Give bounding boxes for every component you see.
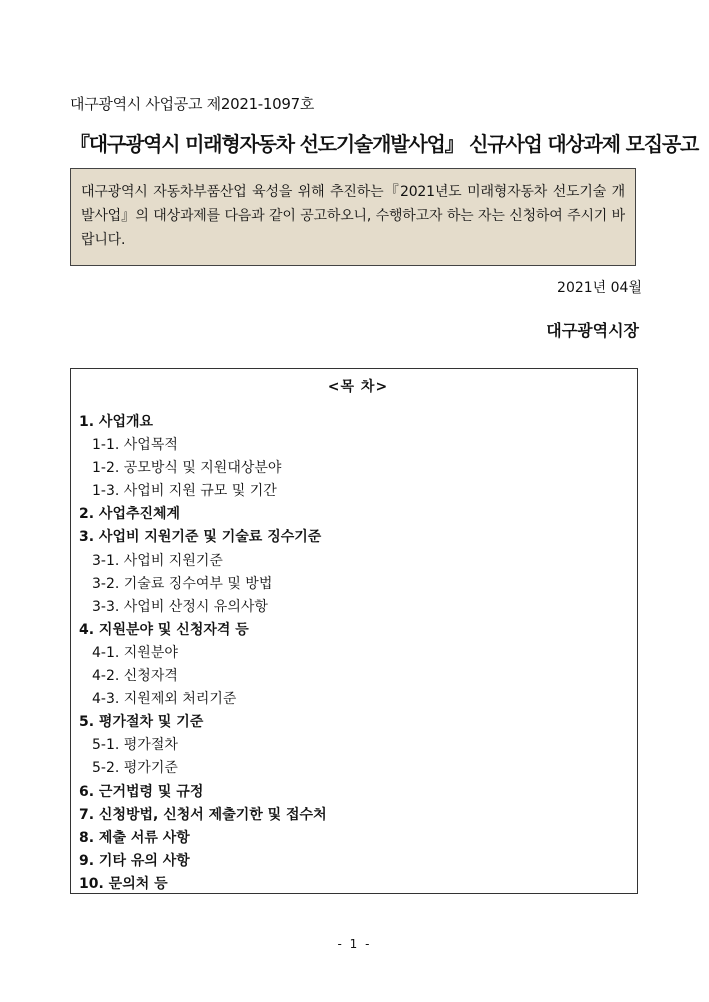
toc-item: 6. 근거법령 및 규정: [79, 783, 204, 800]
notice-number: 대구광역시 사업공고 제2021-1097호: [70, 95, 315, 113]
toc-item: 4-1. 지원분야: [92, 644, 178, 661]
toc-item: 9. 기타 유의 사항: [79, 852, 190, 869]
toc-item: 8. 제출 서류 사항: [79, 829, 190, 846]
toc-item: 3-1. 사업비 지원기준: [92, 552, 223, 569]
toc-item: 10. 문의처 등: [79, 875, 168, 892]
toc-item: 3. 사업비 지원기준 및 기술료 징수기준: [79, 529, 322, 546]
toc-heading: <목 차>: [327, 379, 389, 395]
table-of-contents: [70, 368, 638, 894]
toc-item: 4. 지원분야 및 신청자격 등: [79, 621, 249, 638]
toc-item: 5-2. 평가기준: [92, 760, 178, 777]
toc-item: 1-1. 사업목적: [92, 437, 178, 454]
toc-list: [79, 411, 637, 896]
summary-box: [70, 168, 636, 266]
announcement-date: 2021년 04월: [557, 280, 642, 296]
toc-item: 2. 사업추진체계: [79, 506, 181, 523]
toc-item: 1-3. 사업비 지원 규모 및 기간: [92, 483, 277, 500]
toc-item: 5-1. 평가절차: [92, 737, 178, 754]
summary-text: 대구광역시 자동차부품산업 육성을 위해 추진하는『2021년도 미래형자동차 선도기술 개발사업』의 대상과제를 다음과 같이 공고하오니, 수행하고자 하는 자는 신청하여 주시기 바랍니다.: [81, 184, 625, 248]
document-title: 『대구광역시 미래형자동차 선도기술개발사업』 신규사업 대상과제 모집공고: [70, 132, 699, 156]
toc-item: 3-2. 기술료 징수여부 및 방법: [92, 575, 273, 592]
page-number: - 1 -: [337, 937, 372, 951]
toc-item: 7. 신청방법, 신청서 제출기한 및 접수처: [79, 806, 327, 823]
toc-item: 4-3. 지원제외 처리기준: [92, 691, 237, 708]
toc-item: 3-3. 사업비 산정시 유의사항: [92, 598, 268, 615]
toc-item: 5. 평가절차 및 기준: [79, 714, 204, 731]
toc-item: 4-2. 신청자격: [92, 668, 178, 685]
issuer: 대구광역시장: [546, 321, 639, 340]
toc-item: 1-2. 공모방식 및 지원대상분야: [92, 460, 282, 477]
toc-item: 1. 사업개요: [79, 414, 154, 430]
